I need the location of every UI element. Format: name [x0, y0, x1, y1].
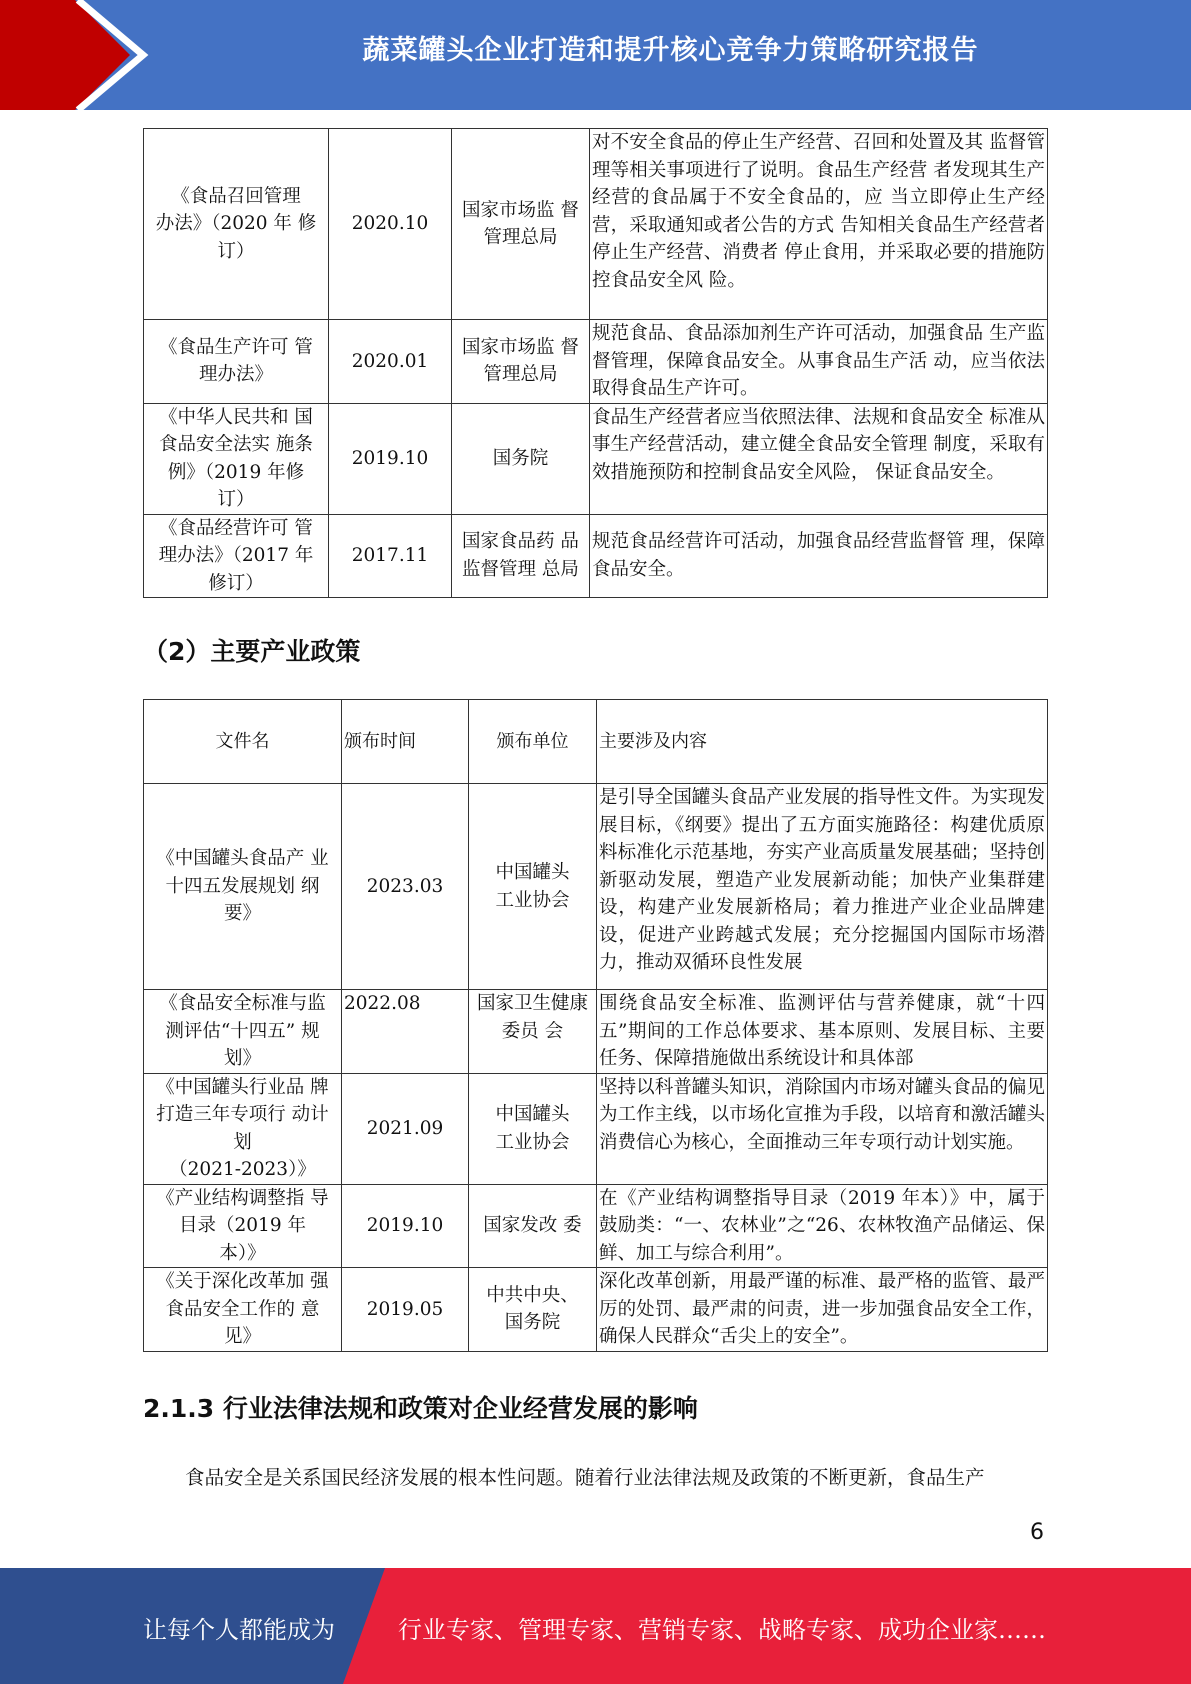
column-header: 主要涉及内容 [597, 700, 1048, 784]
column-header: 文件名 [144, 700, 342, 784]
document-name-cell [144, 403, 329, 514]
name-line: 《食品召回管理 [171, 185, 301, 207]
name-line: 要》 [223, 903, 261, 925]
content-cell: 对不安全食品的停止生产经营、召回和处置及其 监督管理等相关事项进行了说明。食品生产经营 者发现其生产经营的食品属于不安全食品的，应 当立即停止生产经营，采取通知或者公告的方式 告知相关食品生产经营者停止生产经营、消费者 停止食用，并采取必要的措施防控食品安全风 险。 [590, 129, 1048, 320]
content-cell: 规范食品经营许可活动，加强食品经营监督管 理，保障食品安全。 [590, 514, 1048, 598]
subsection-heading: 2.1.3 行业法律法规和政策对企业经营发展的影响 [143, 1394, 698, 1423]
issuer-line: 中共中央、 [486, 1284, 579, 1306]
content-cell [597, 990, 1048, 1074]
page-header [0, 0, 1191, 110]
issuer-line: 国家食品药 品 [462, 531, 579, 553]
name-line: 见》 [223, 1326, 261, 1347]
name-line: 划》 [223, 1048, 261, 1069]
name-line: 划 [233, 1131, 252, 1153]
date-cell: 2022.08 [342, 990, 469, 1074]
date-cell: 2023.03 [342, 784, 469, 990]
date-cell: 2019.10 [342, 1184, 469, 1268]
document-name-cell [144, 320, 329, 404]
content-text: 围绕食品安全标准、监测评估与营养健康，就“十四五”期间的工作总体要求、基本原则、发展目标、主要任务、保障措施做出系统设计和具体部 [599, 993, 1045, 1069]
document-name-cell [144, 514, 329, 598]
page-footer [0, 1568, 1191, 1684]
table-row [144, 320, 1048, 404]
table-row [144, 1268, 1048, 1352]
issuer-line: 国务院 [492, 447, 549, 469]
content-cell: 坚持以科普罐头知识，消除国内市场对罐头食品的偏见为工作主线，以市场化宣推为手段，以培育和激活罐头消费信心为核心，全面推动三年专项行动计划实施。 [597, 1073, 1048, 1184]
column-header: 颁布时间 [342, 700, 469, 784]
issuer-cell [452, 514, 590, 598]
issuer-cell [469, 1184, 597, 1268]
footer-slogan-right: 行业专家、管理专家、营销专家、战略专家、成功企业家…… [398, 1616, 1046, 1644]
content-cell: 深化改革创新，用最严谨的标准、最严格的监管、最严厉的处罚、最严肃的问责，进一步加强食品安全工作，确保人民群众“舌尖上的安全”。 [597, 1268, 1048, 1352]
date-cell: 2017.11 [329, 514, 452, 598]
name-line: 修订） [208, 572, 264, 594]
date-cell: 2020.01 [329, 320, 452, 404]
table-row [144, 403, 1048, 514]
name-line: 理办法》（2017 年 [158, 545, 314, 566]
footer-slogan-left: 让每个人都能成为 [143, 1616, 335, 1644]
content-cell: 食品生产经营者应当依照法律、法规和食品安全 标准从事生产经营活动，建立健全食品安全管理 制度，采取有效措施预防和控制食品安全风险， 保证食品安全。 [590, 403, 1048, 514]
table-row [144, 784, 1048, 990]
table-row [144, 514, 1048, 598]
issuer-line: 管理总局 [483, 364, 558, 386]
name-line: 理办法》 [198, 364, 273, 386]
issuer-line: 中国罐头 [495, 862, 570, 883]
content-cell: 规范食品、食品添加剂生产许可活动，加强食品 生产监督管理，保障食品安全。从事食品生产活 动，应当依法取得食品生产许可。 [590, 320, 1048, 404]
date-cell: 2020.10 [329, 129, 452, 320]
issuer-line: 管理总局 [483, 227, 558, 248]
issuer-cell [469, 1073, 597, 1184]
name-line: 《中国罐头行业品 牌 [156, 1076, 329, 1098]
industry-policy-table [143, 699, 1048, 1352]
name-line: 食品安全工作的 意 [165, 1298, 320, 1320]
name-line: 《食品安全标准与监 [159, 993, 326, 1014]
issuer-cell [452, 320, 590, 404]
name-line: 《产业结构调整指 导 [156, 1187, 329, 1209]
name-line: 本）》 [219, 1242, 266, 1264]
issuer-line: 国家市场监 督 [462, 336, 579, 358]
column-header: 颁布单位 [469, 700, 597, 784]
report-title: 蔬菜罐头企业打造和提升核心竞争力策略研究报告 [362, 35, 979, 66]
name-line: 《中国罐头食品产 业 [156, 848, 329, 870]
document-name-cell [144, 1073, 342, 1184]
name-line: 办法》（2020 年 修 [155, 213, 317, 235]
issuer-line: 国家发改 委 [483, 1215, 582, 1236]
issuer-line: 监督管理 总局 [462, 558, 579, 580]
regulations-table [143, 128, 1048, 598]
name-line: 订） [217, 240, 255, 262]
content-text: 是引导全国罐头食品产业发展的指导性文件。为实现发展目标，《纲要》提出了五方面实施路径：构建优质原料标准化示范基地，夯实产业高质量发展基础；坚持创新驱动发展，塑造产业发展新动能；加快产业集群建设，构建产业发展新格局；着力推进产业企业品牌建设，促进产业跨越式发展；充分挖掘国内国际市场潜力，推动双循环良性发展 [599, 787, 1045, 973]
name-line: 《中华人民共和 国 [159, 406, 313, 428]
name-line: 《关于深化改革加 强 [156, 1271, 329, 1292]
content-cell [597, 784, 1048, 990]
name-line: 食品安全法实 施条 [159, 434, 313, 455]
body-paragraph: 食品安全是关系国民经济发展的根本性问题。随着行业法律法规及政策的不断更新，食品生产 [185, 1466, 985, 1489]
table-row [144, 129, 1048, 320]
table-row [144, 990, 1048, 1074]
page-number: 6 [1030, 1520, 1044, 1545]
content-cell: 在《产业结构调整指导目录（2019 年本）》中，属于鼓励类：“一、农林业”之“26、农林牧渔产品储运、保鲜、加工与综合利用”。 [597, 1184, 1048, 1268]
issuer-line: 中国罐头 [495, 1104, 570, 1125]
document-name-cell [144, 129, 329, 320]
name-line: 订） [217, 489, 255, 510]
name-line: 《食品经营许可 管 [159, 517, 313, 539]
document-name-cell [144, 1184, 342, 1268]
name-line: 例》（2019 年修 [167, 461, 305, 483]
name-line: 《食品生产许可 管 [159, 336, 313, 358]
issuer-line: 国家卫生健康 [476, 993, 588, 1014]
date-cell: 2019.05 [342, 1268, 469, 1352]
table-row [144, 1184, 1048, 1268]
section-heading: （2）主要产业政策 [143, 637, 361, 666]
document-name-cell [144, 1268, 342, 1352]
name-line: 测评估“十四五” 规 [165, 1020, 320, 1042]
issuer-cell [452, 403, 590, 514]
date-cell: 2019.10 [329, 403, 452, 514]
name-line: 打造三年专项行 动计 [156, 1104, 329, 1125]
table-header-row [144, 700, 1048, 784]
name-line: （2021-2023）》 [169, 1159, 316, 1180]
issuer-line: 工业协会 [495, 889, 570, 911]
issuer-line: 工业协会 [495, 1131, 570, 1153]
issuer-line: 国家市场监 督 [462, 199, 579, 221]
date-cell: 2021.09 [342, 1073, 469, 1184]
document-name-cell [144, 784, 342, 990]
issuer-cell [469, 990, 597, 1074]
table-row [144, 1073, 1048, 1184]
name-line: 目录（2019 年 [179, 1215, 306, 1236]
issuer-line: 国务院 [504, 1312, 561, 1334]
issuer-cell [452, 129, 590, 320]
document-name-cell [144, 990, 342, 1074]
issuer-line: 委员 会 [501, 1020, 564, 1042]
name-line: 十四五发展规划 纲 [165, 875, 320, 897]
issuer-cell [469, 1268, 597, 1352]
issuer-cell [469, 784, 597, 990]
